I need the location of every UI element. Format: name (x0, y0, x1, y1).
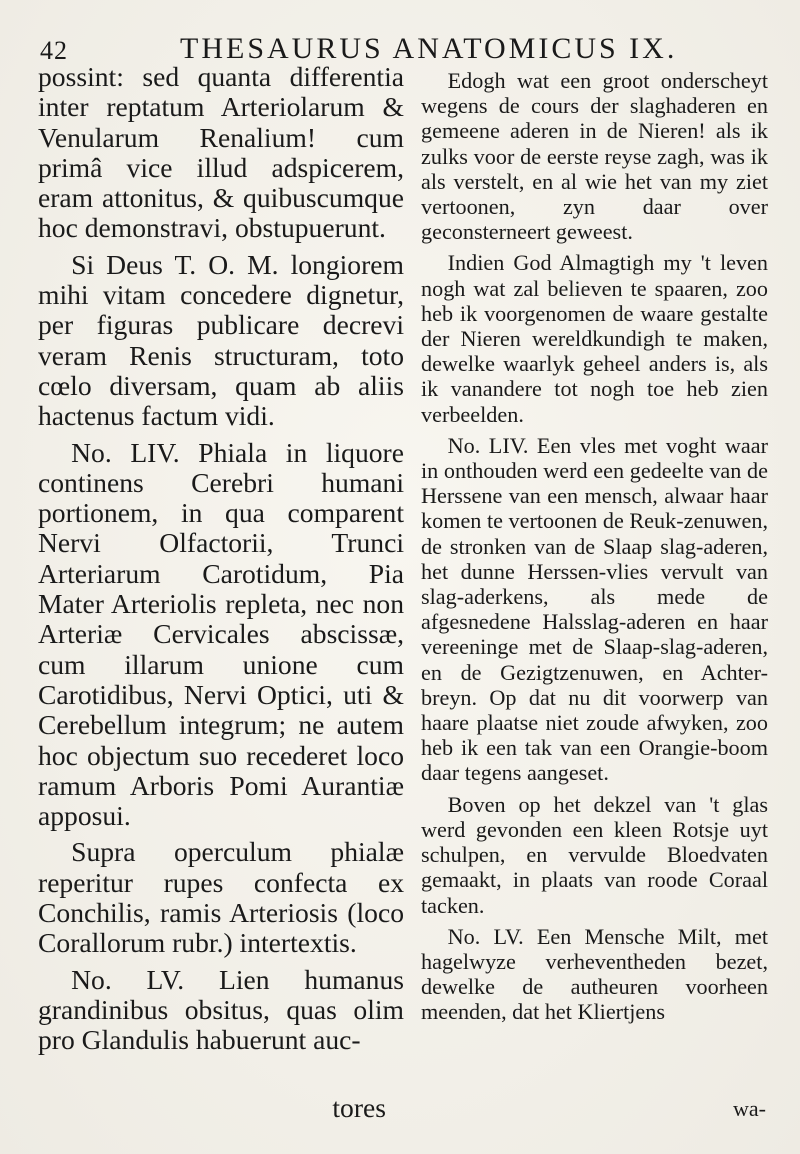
latin-paragraph: No. LV. Lien humanus grandinibus obsitus, quas olim pro Glandulis habuerunt auc- (38, 963, 404, 1056)
latin-paragraph: Supra operculum phialæ reperitur rupes confecta ex Conchilis, ramis Arteriosis (loco Corallorum rubr.) intertextis. (38, 836, 404, 959)
running-title: THESAURUS ANATOMICUS IX. (180, 32, 678, 65)
latin-column (38, 62, 404, 1062)
latin-catchword: tores (332, 1092, 386, 1123)
dutch-paragraph: Edogh wat een groot onderscheyt wegens de cours der slaghaderen en gemeene aderen in de Nieren! als ik zulks voor de eerste reyse zagh, was ik als verstelt, en al wie het van my ziet vertoonen, zyn daar over geconsterneert geweest. (421, 68, 768, 245)
latin-paragraph: possint: sed quanta differentia inter reptatum Arteriolarum & Venularum Renalium! cum primâ vice illud adspicerem, eram attonitus, & quibuscumque hoc demonstravi, obstupuerunt. (38, 61, 404, 244)
dutch-column (421, 68, 768, 1031)
dutch-paragraph: Boven op het dekzel van 't glas werd gevonden een kleen Rotsje uyt schulpen, en vervulde Bloedvaten gemaakt, in plaats van roode Coraal tacken. (421, 791, 768, 918)
dutch-paragraph: Indien God Almagtigh my 't leven nogh wat zal believen te spaaren, zoo heb ik voorgenomen de waare gestalte der Nieren wereldkundigh te maken, dewelke waarlyk geheel anders is, als ik vanandere tot nogh toe heb zien verbeelden. (421, 250, 768, 427)
dutch-paragraph: No. LIV. Een vles met voght waar in onthouden werd een gedeelte van de Herssene van een mensch, alwaar haar komen te vertoonen de Reuk-zenuwen, de stronken van de Slaap slag-aderen, het dunne Herssen-vlies vervult van slag-aderkens, als mede de afgesnedene Halsslag-aderen en haar vereeninge met de Slaap-slag-aderen, en de Gezigtzenuwen, en Achter-breyn. Op dat nu dit voorwerp van haare plaatse niet zoude afwyken, zoo heb ik een tak van een Orangie-boom daar tegens aangeset. (421, 432, 768, 786)
page-number: 42 (40, 36, 68, 65)
latin-paragraph: Si Deus T. O. M. longiorem mihi vitam concedere dignetur, per figuras publicare decrevi veram Renis structuram, toto cœlo diversam, quam ab aliis hactenus factum vidi. (38, 248, 404, 432)
dutch-paragraph: No. LV. Een Mensche Milt, met hagelwyze verheventheden bezet, dewelke de autheuren voorheen meenden, dat het Kliertjens (421, 923, 768, 1025)
latin-paragraph: No. LIV. Phiala in liquore continens Cerebri humani portionem, in qua comparent Nervi Olfactorii, Trunci Arteriarum Carotidum, Pia Mater Arteriolis repleta, nec non Arteriæ Cervicales abscissæ, cum illarum unione cum Carotidibus, Nervi Optici, uti & Cerebellum integrum; ne autem hoc objectum suo recederet loco ramum Arboris Pomi Aurantiæ apposui. (38, 436, 404, 832)
dutch-catchword: wa- (733, 1096, 766, 1121)
